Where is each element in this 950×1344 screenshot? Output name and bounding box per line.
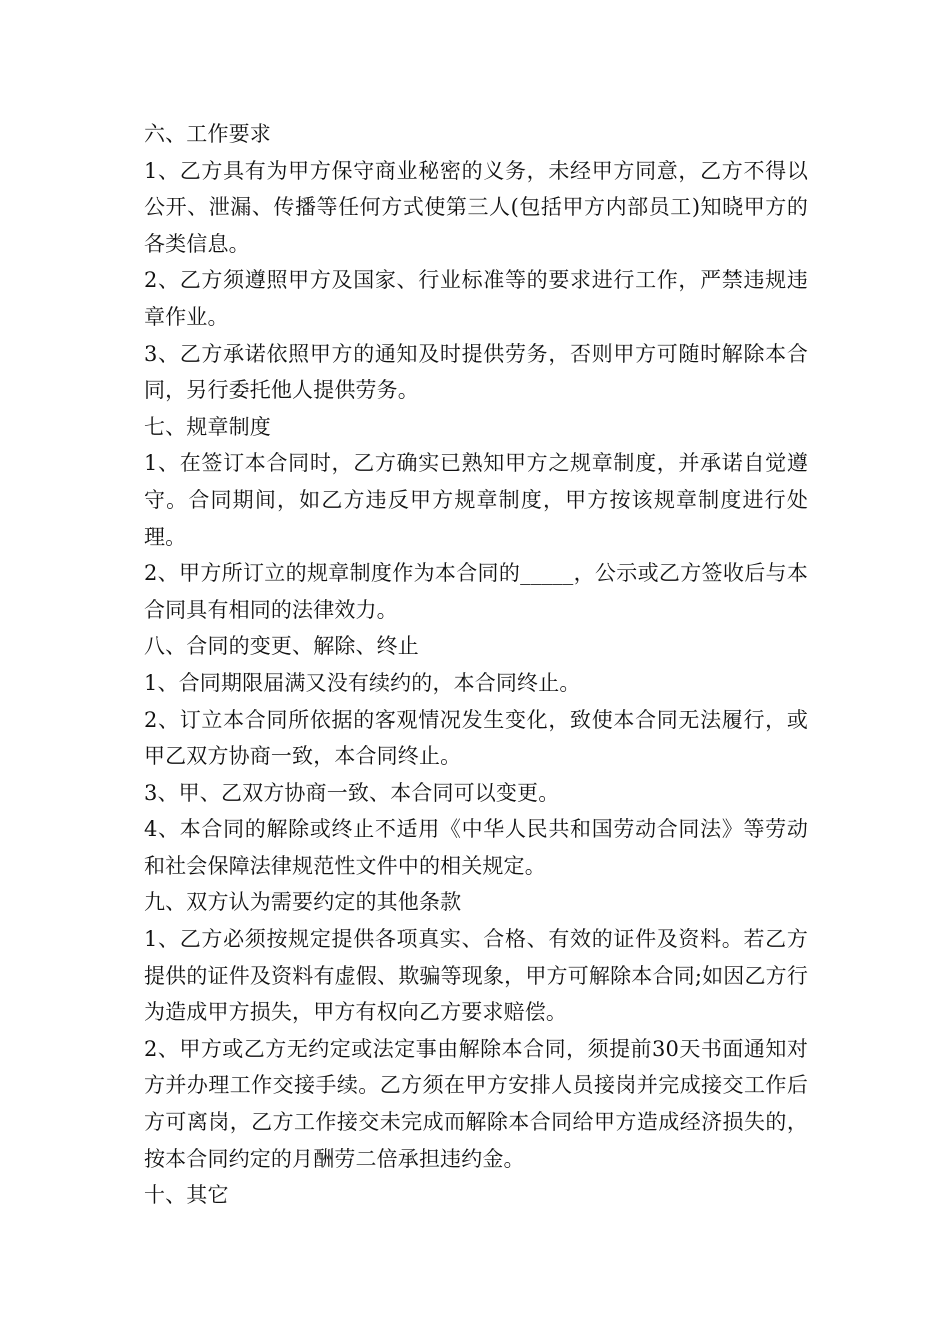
clause-paragraph: 3、乙方承诺依照甲方的通知及时提供劳务，否则甲方可随时解除本合同，另行委托他人提供劳务。: [144, 341, 808, 403]
clause-paragraph: 1、乙方具有为甲方保守商业秘密的义务，未经甲方同意，乙方不得以公开、泄漏、传播等任何方式使第三人(包括甲方内部员工)知晓甲方的各类信息。: [144, 158, 808, 256]
clause-paragraph: 2、订立本合同所依据的客观情况发生变化，致使本合同无法履行，或甲乙双方协商一致，本合同终止。: [144, 707, 808, 769]
section-heading-contract-change: 八、合同的变更、解除、终止: [144, 634, 419, 659]
document-body: [144, 116, 808, 1214]
clause-paragraph: 2、甲方或乙方无约定或法定事由解除本合同，须提前30天书面通知对方并办理工作交接手续。乙方须在甲方安排人员接岗并完成接交工作后方可离岗，乙方工作接交未完成而解除本合同给甲方造成经济损失的，按本合同约定的月酬劳二倍承担违约金。: [144, 1036, 808, 1171]
section-heading-rules: 七、规章制度: [144, 414, 271, 439]
clause-paragraph: 1、乙方必须按规定提供各项真实、合格、有效的证件及资料。若乙方提供的证件及资料有虚假、欺骗等现象，甲方可解除本合同;如因乙方行为造成甲方损失，甲方有权向乙方要求赔偿。: [144, 927, 808, 1025]
section-heading-other-terms: 九、双方认为需要约定的其他条款: [144, 890, 462, 915]
section-heading-work-requirements: 六、工作要求: [144, 122, 271, 146]
clause-paragraph: 1、合同期限届满又没有续约的，本合同终止。: [144, 670, 581, 695]
clause-paragraph: 2、乙方须遵照甲方及国家、行业标准等的要求进行工作，严禁违规违章作业。: [144, 268, 808, 329]
clause-paragraph: 3、甲、乙双方协商一致、本合同可以变更。: [144, 780, 560, 805]
clause-paragraph: 2、甲方所订立的规章制度作为本合同的_____，公示或乙方签收后与本合同具有相同的法律效力。: [144, 561, 808, 622]
clause-paragraph: 1、在签订本合同时，乙方确实已熟知甲方之规章制度，并承诺自觉遵守。合同期间，如乙方违反甲方规章制度，甲方按该规章制度进行处理。: [144, 451, 808, 549]
section-heading-misc: 十、其它: [144, 1183, 229, 1208]
clause-paragraph: 4、本合同的解除或终止不适用《中华人民共和国劳动合同法》等劳动和社会保障法律规范性文件中的相关规定。: [144, 817, 808, 878]
